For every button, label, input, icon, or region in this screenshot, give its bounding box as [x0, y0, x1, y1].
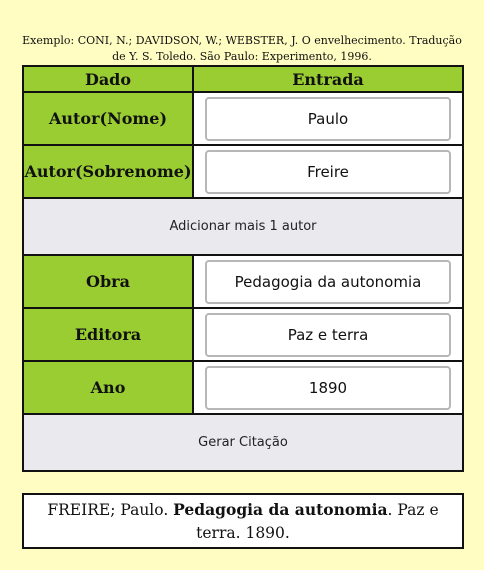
header-entrada: Entrada — [194, 67, 462, 91]
author-last-input[interactable] — [205, 150, 451, 194]
citation-prefix: FREIRE; Paulo. — [47, 501, 174, 519]
header-dado: Dado — [24, 67, 194, 91]
add-author-button[interactable]: Adicionar mais 1 autor — [24, 197, 462, 254]
row-author-first — [24, 91, 462, 144]
citation-result — [22, 493, 464, 549]
citation-suffix: . Paz e terra. 1890. — [196, 501, 439, 542]
publisher-label: Editora — [24, 307, 194, 360]
author-last-label: Autor(Sobrenome) — [24, 144, 194, 197]
citation-title: Pedagogia da autonomia — [173, 500, 388, 519]
work-label: Obra — [24, 254, 194, 307]
author-first-input[interactable] — [205, 97, 451, 141]
publisher-input[interactable] — [205, 313, 451, 357]
row-work — [24, 254, 462, 307]
table-header-row — [24, 67, 462, 91]
generate-citation-button[interactable]: Gerar Citação — [24, 413, 462, 470]
year-label: Ano — [24, 360, 194, 413]
publisher-cell — [194, 307, 462, 360]
example-citation-text: Exemplo: CONI, N.; DAVIDSON, W.; WEBSTER, J. O envelhecimento. Tradução de Y. S. Toledo. São Paulo: Experimento, 1996. — [22, 34, 462, 63]
year-input[interactable] — [205, 366, 451, 410]
row-author-last — [24, 144, 462, 197]
year-cell — [194, 360, 462, 413]
author-first-label: Autor(Nome) — [24, 91, 194, 144]
work-cell — [194, 254, 462, 307]
row-year — [24, 360, 462, 413]
author-first-cell — [194, 91, 462, 144]
work-input[interactable] — [205, 260, 451, 304]
citation-form-table — [22, 65, 464, 472]
row-publisher — [24, 307, 462, 360]
author-last-cell — [194, 144, 462, 197]
